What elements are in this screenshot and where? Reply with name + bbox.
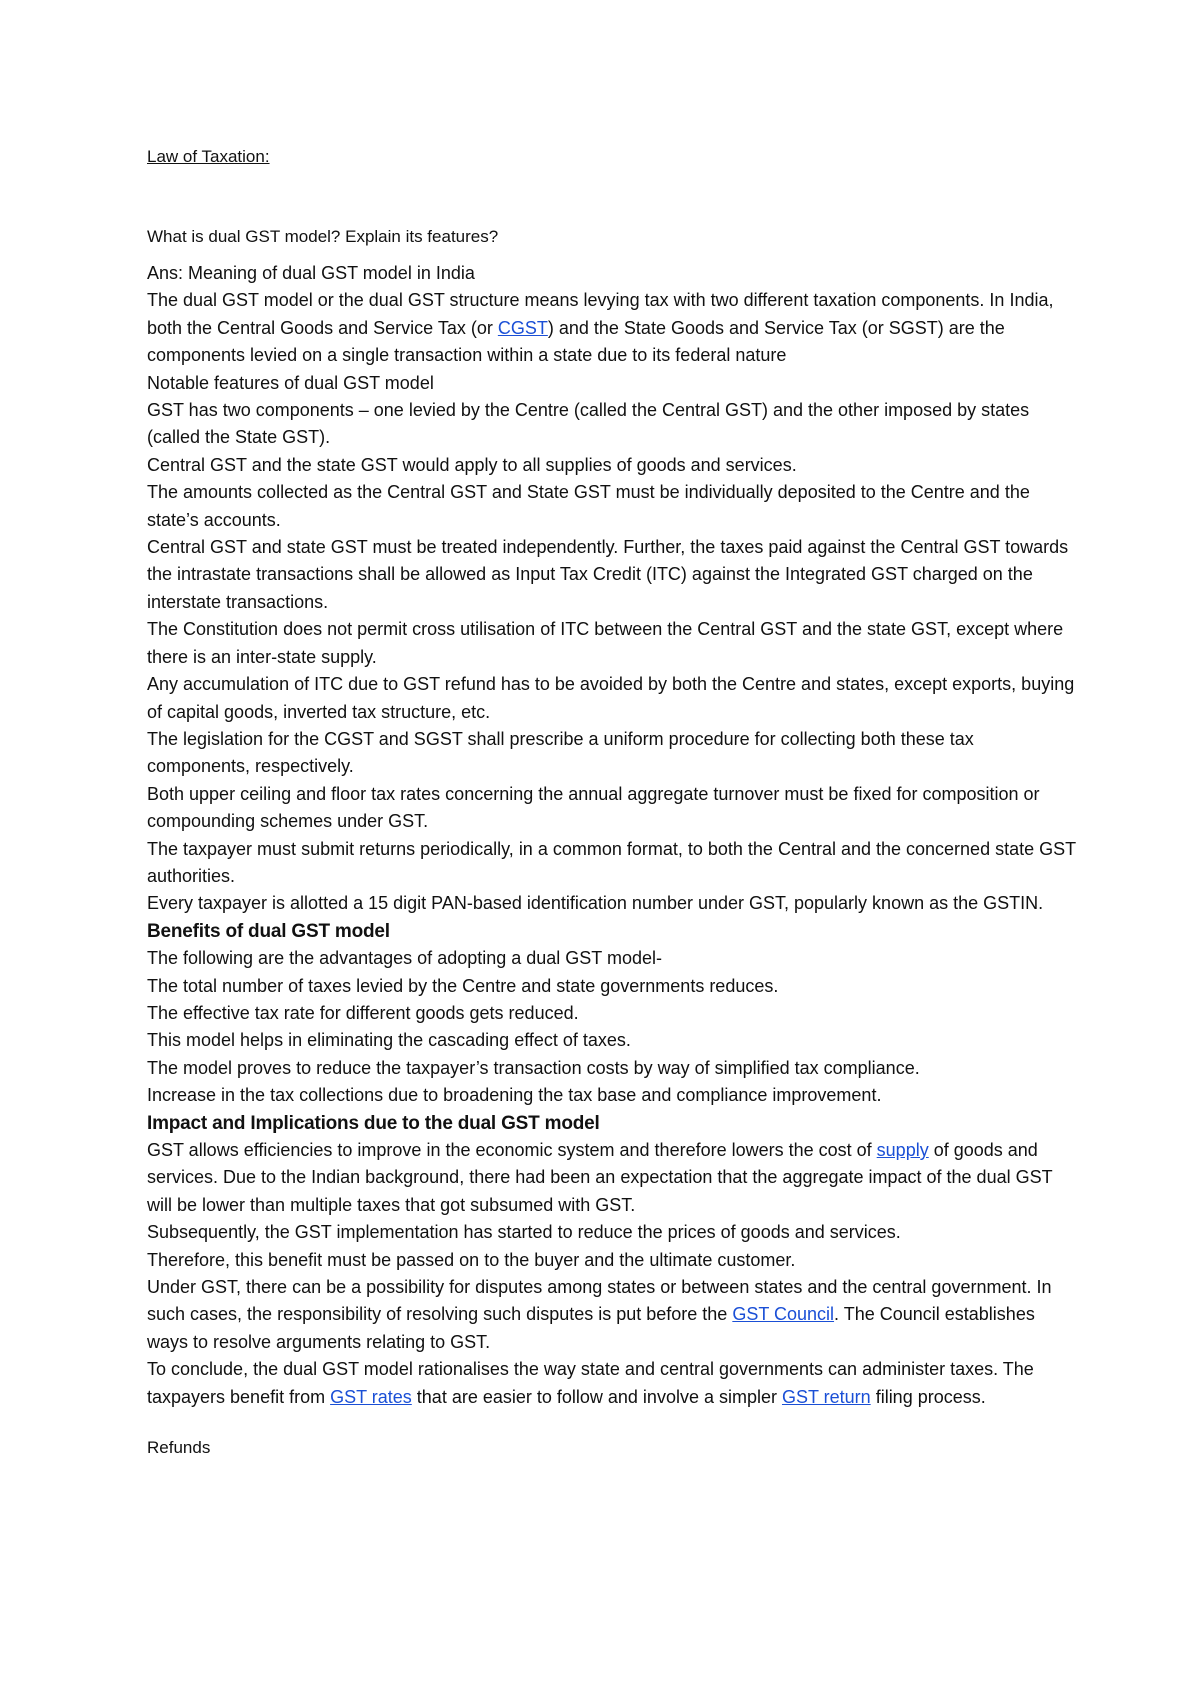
supply-link[interactable]: supply: [876, 1140, 929, 1160]
features-heading: Notable features of dual GST model: [147, 372, 434, 393]
question-text: What is dual GST model? Explain its features?: [147, 227, 499, 246]
document-title: Law of Taxation:: [147, 147, 270, 166]
feature-item: Central GST and state GST must be treated independently. Further, the taxes paid against the Central GST towards the intrastate transactions shall be allowed as Input Tax Credit (ITC) against the Integrated GST charged on the interstate transactions.: [147, 537, 1069, 612]
benefit-item: The total number of taxes levied by the Centre and state governments reduces.: [147, 975, 779, 996]
meaning-text-2: ) and the State Goods and Service Tax (or SGST) are the components levied on a single transaction within a state due to its federal nature: [147, 317, 1005, 366]
refunds-heading: Refunds: [147, 1438, 211, 1458]
cgst-link[interactable]: CGST: [497, 317, 548, 338]
conclusion-text-3: filing process.: [870, 1386, 986, 1407]
impact-paragraph-1: [147, 1137, 1077, 1219]
feature-item: The taxpayer must submit returns periodically, in a common format, to both the Central and the concerned state GST authorities.: [147, 838, 1076, 886]
feature-item: The Constitution does not permit cross utilisation of ITC between the Central GST and the state GST, except where there is an inter-state supply.: [147, 619, 1064, 667]
gst-council-link[interactable]: GST Council: [732, 1304, 835, 1325]
benefit-item: The model proves to reduce the taxpayer’s transaction costs by way of simplified tax compliance.: [147, 1057, 920, 1078]
conclusion-paragraph: [147, 1356, 1077, 1411]
benefits-heading: Benefits of dual GST model: [147, 920, 390, 942]
impact-text-2: of goods and services. Due to the Indian background, there had been an expectation that the aggregate impact of the dual GST will be lower than multiple taxes that got subsumed with GST.: [147, 1140, 1053, 1215]
feature-item: Both upper ceiling and floor tax rates concerning the annual aggregate turnover must be fixed for composition or compounding schemes under GST.: [147, 783, 1040, 832]
conclusion-text-1: To conclude, the dual GST model rationalises the way state and central governments can administer taxes. The taxpayers benefit from: [147, 1359, 1034, 1407]
feature-item: Central GST and the state GST would apply to all supplies of goods and services.: [147, 454, 797, 475]
answer-intro: Ans: Meaning of dual GST model in India: [147, 263, 475, 283]
impact-paragraph-4: [147, 1274, 1077, 1356]
gst-rates-link[interactable]: GST rates: [330, 1386, 412, 1407]
impact-text-1: GST allows efficiencies to improve in the economic system and therefore lowers the cost of: [147, 1140, 877, 1160]
benefit-item: This model helps in eliminating the cascading effect of taxes.: [147, 1030, 631, 1051]
meaning-paragraph: [147, 287, 1077, 369]
gst-return-link[interactable]: GST return: [781, 1386, 871, 1407]
benefit-item: The effective tax rate for different goods gets reduced.: [147, 1002, 579, 1023]
document-body: [147, 146, 1077, 1459]
impact-text-4: . The Council establishes ways to resolve arguments relating to GST.: [147, 1304, 1035, 1352]
benefits-intro: The following are the advantages of adopting a dual GST model-: [147, 948, 662, 969]
impact-text-3: Under GST, there can be a possibility for disputes among states or between states and the central government. In such cases, the responsibility of resolving such disputes is put before the: [147, 1277, 1052, 1325]
impact-paragraph-2: Subsequently, the GST implementation has started to reduce the prices of goods and services.: [147, 1222, 901, 1243]
impact-paragraph-3: Therefore, this benefit must be passed on to the buyer and the ultimate customer.: [147, 1249, 796, 1270]
conclusion-text-2: that are easier to follow and involve a simpler: [411, 1386, 782, 1407]
benefit-item: Increase in the tax collections due to broadening the tax base and compliance improvement.: [147, 1085, 882, 1106]
feature-item: GST has two components – one levied by the Centre (called the Central GST) and the other imposed by states (called the State GST).: [147, 400, 1030, 448]
meaning-text-1: The dual GST model or the dual GST structure means levying tax with two different taxation components. In India, both the Central Goods and Service Tax (or: [147, 290, 1054, 338]
feature-item: The amounts collected as the Central GST and State GST must be individually deposited to the Centre and the state’s accounts.: [147, 482, 1030, 530]
feature-item: Every taxpayer is allotted a 15 digit PAN-based identification number under GST, popularly known as the GSTIN.: [147, 893, 1044, 914]
feature-item: The legislation for the CGST and SGST shall prescribe a uniform procedure for collecting both these tax components, respectively.: [147, 728, 974, 777]
impact-heading: Impact and Implications due to the dual GST model: [147, 1112, 600, 1134]
feature-item: Any accumulation of ITC due to GST refund has to be avoided by both the Centre and states, except exports, buying of capital goods, inverted tax structure, etc.: [147, 674, 1075, 722]
